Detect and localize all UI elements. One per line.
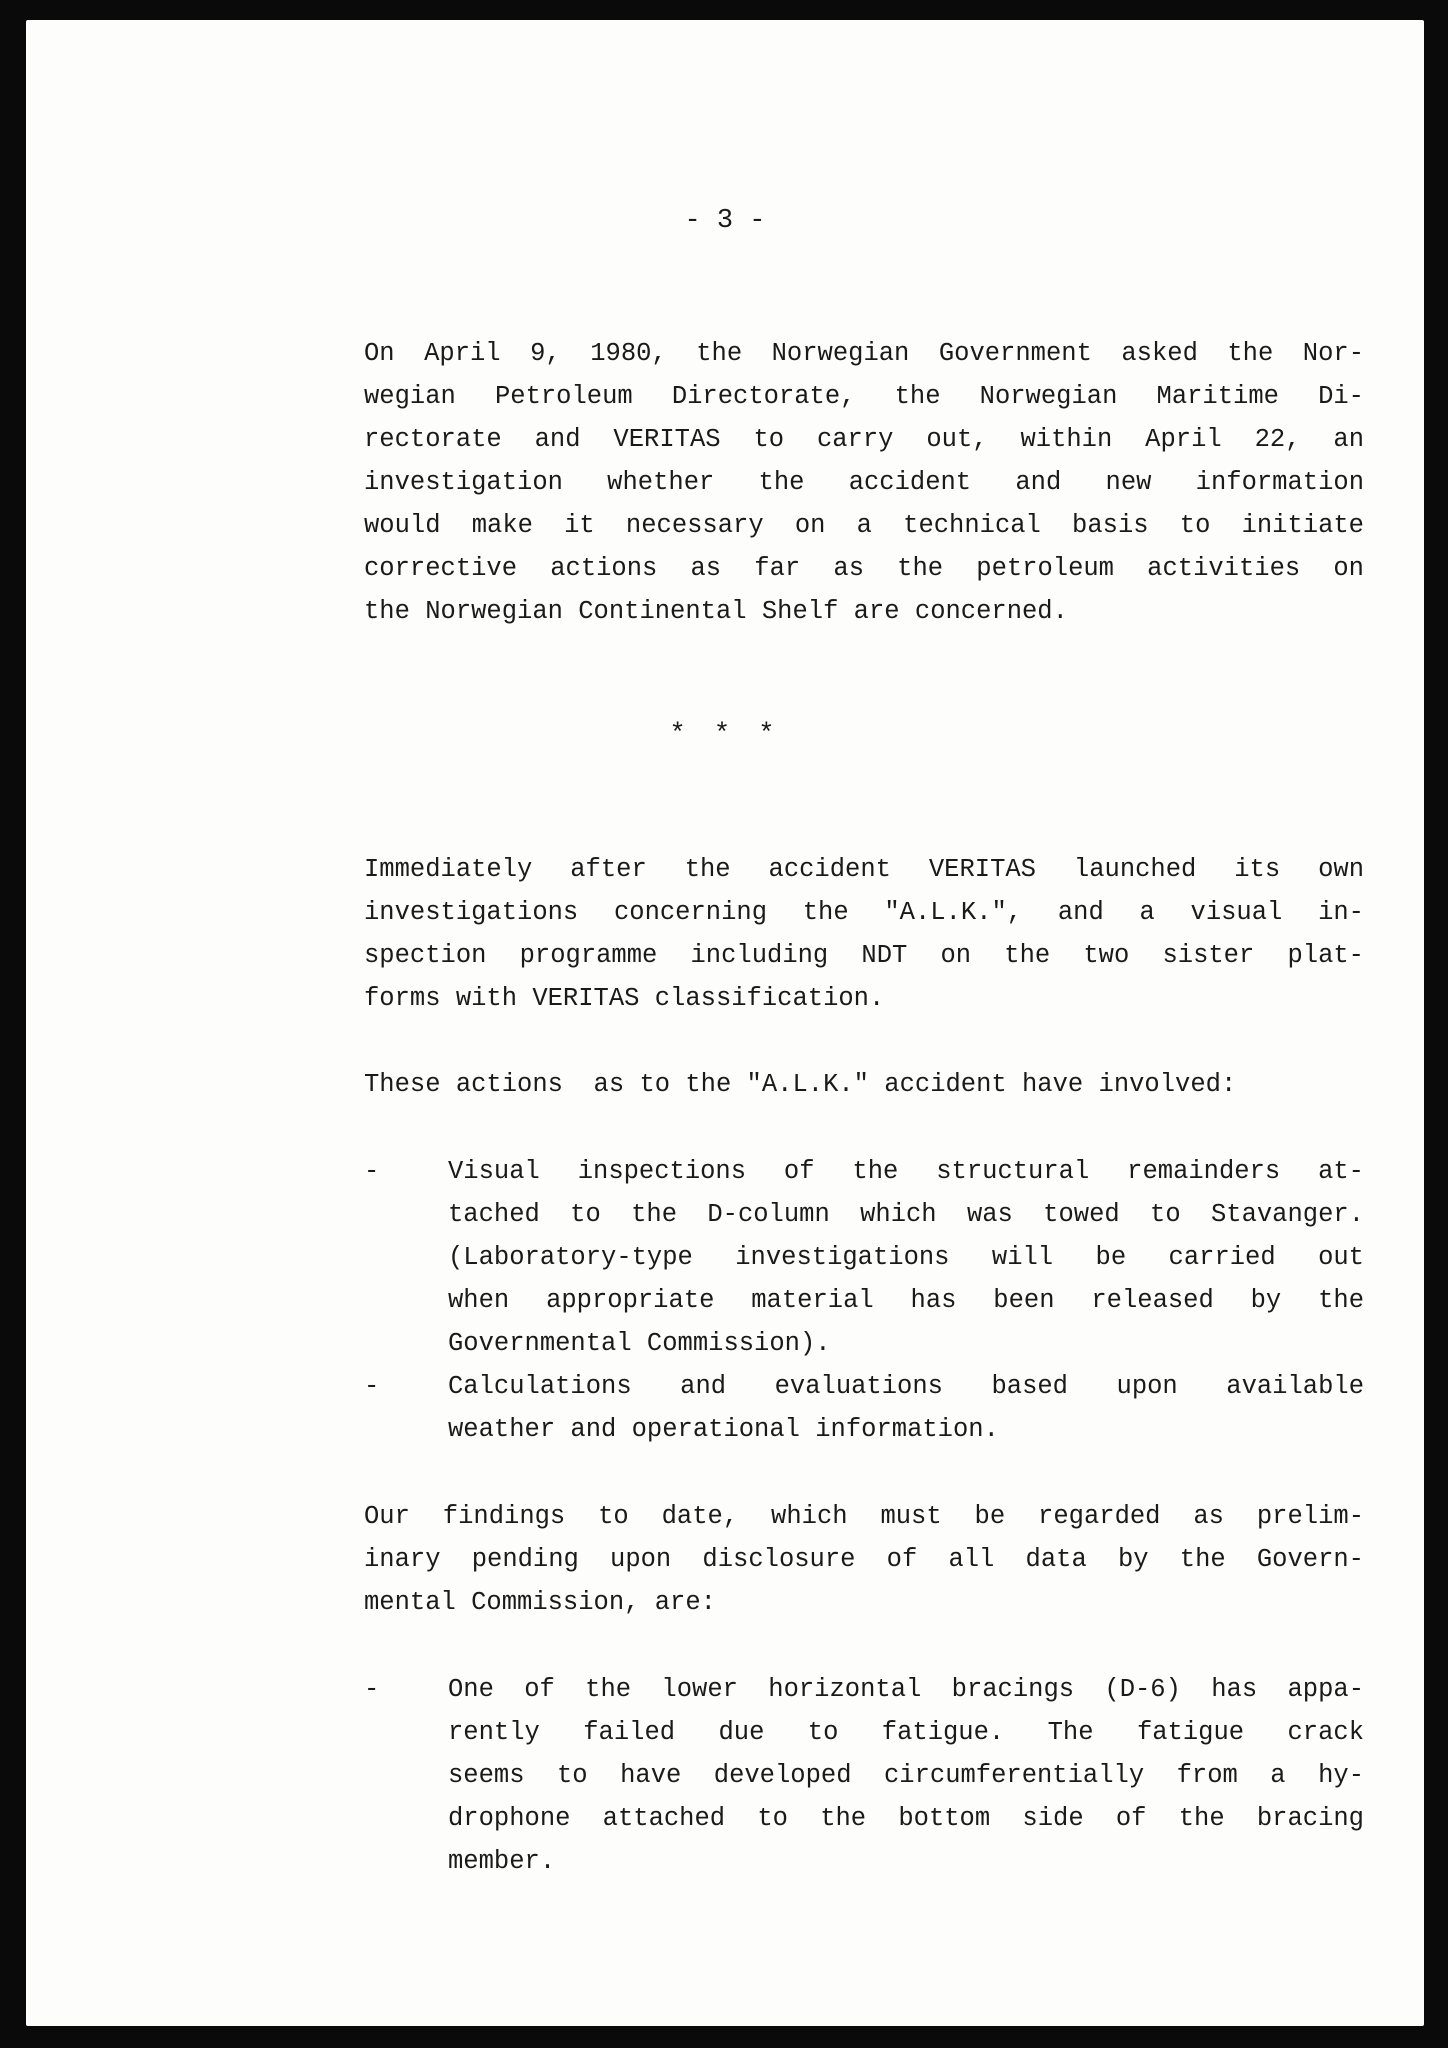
text-line: seems to have developed circumferentially from a hy- xyxy=(448,1761,1364,1790)
bullet-dash: - xyxy=(364,1157,380,1186)
text-line: Visual inspections of the structural remainders at- xyxy=(448,1157,1364,1186)
paragraph-4 xyxy=(364,1495,1364,1624)
text-line: rently failed due to fatigue. The fatigue crack xyxy=(448,1718,1364,1747)
list-item-text xyxy=(448,1668,1364,1883)
paragraph-2 xyxy=(364,848,1364,1020)
text-line: Our findings to date, which must be regarded as prelim- xyxy=(364,1502,1364,1531)
bullet-dash: - xyxy=(364,1675,380,1704)
text-line: weather and operational information. xyxy=(448,1415,999,1444)
text-line: rectorate and VERITAS to carry out, within April 22, an xyxy=(364,425,1364,454)
page-number: - 3 - xyxy=(684,206,766,236)
text-line: investigations concerning the "A.L.K.", and a visual in- xyxy=(364,898,1364,927)
list-item-text xyxy=(448,1365,1364,1451)
text-line: (Laboratory-type investigations will be carried out xyxy=(448,1243,1364,1272)
section-separator: * * * xyxy=(669,720,781,750)
text-line: tached to the D-column which was towed to Stavanger. xyxy=(448,1200,1364,1229)
text-line: On April 9, 1980, the Norwegian Government asked the Nor- xyxy=(364,339,1364,368)
paragraph-1 xyxy=(364,332,1364,633)
text-line: These actions as to the "A.L.K." accident have involved: xyxy=(364,1070,1237,1099)
document-page xyxy=(26,20,1424,2026)
text-line: mental Commission, are: xyxy=(364,1588,716,1617)
text-line: Governmental Commission). xyxy=(448,1329,831,1358)
text-line: investigation whether the accident and new information xyxy=(364,468,1364,497)
text-line: the Norwegian Continental Shelf are concerned. xyxy=(364,597,1068,626)
text-line: corrective actions as far as the petroleum activities on xyxy=(364,554,1364,583)
text-line: Immediately after the accident VERITAS launched its own xyxy=(364,855,1364,884)
text-line: forms with VERITAS classification. xyxy=(364,984,885,1013)
text-line: drophone attached to the bottom side of the bracing xyxy=(448,1804,1364,1833)
text-line: inary pending upon disclosure of all data by the Govern- xyxy=(364,1545,1364,1574)
list-item-text xyxy=(448,1150,1364,1365)
text-line: would make it necessary on a technical basis to initiate xyxy=(364,511,1364,540)
text-line: member. xyxy=(448,1847,556,1876)
paragraph-3 xyxy=(364,1063,1374,1106)
bullet-dash: - xyxy=(364,1372,380,1401)
text-line: wegian Petroleum Directorate, the Norwegian Maritime Di- xyxy=(364,382,1364,411)
text-line: Calculations and evaluations based upon available xyxy=(448,1372,1364,1401)
text-line: One of the lower horizontal bracings (D-6) has appa- xyxy=(448,1675,1364,1704)
text-line: spection programme including NDT on the two sister plat- xyxy=(364,941,1364,970)
text-line: when appropriate material has been released by the xyxy=(448,1286,1364,1315)
